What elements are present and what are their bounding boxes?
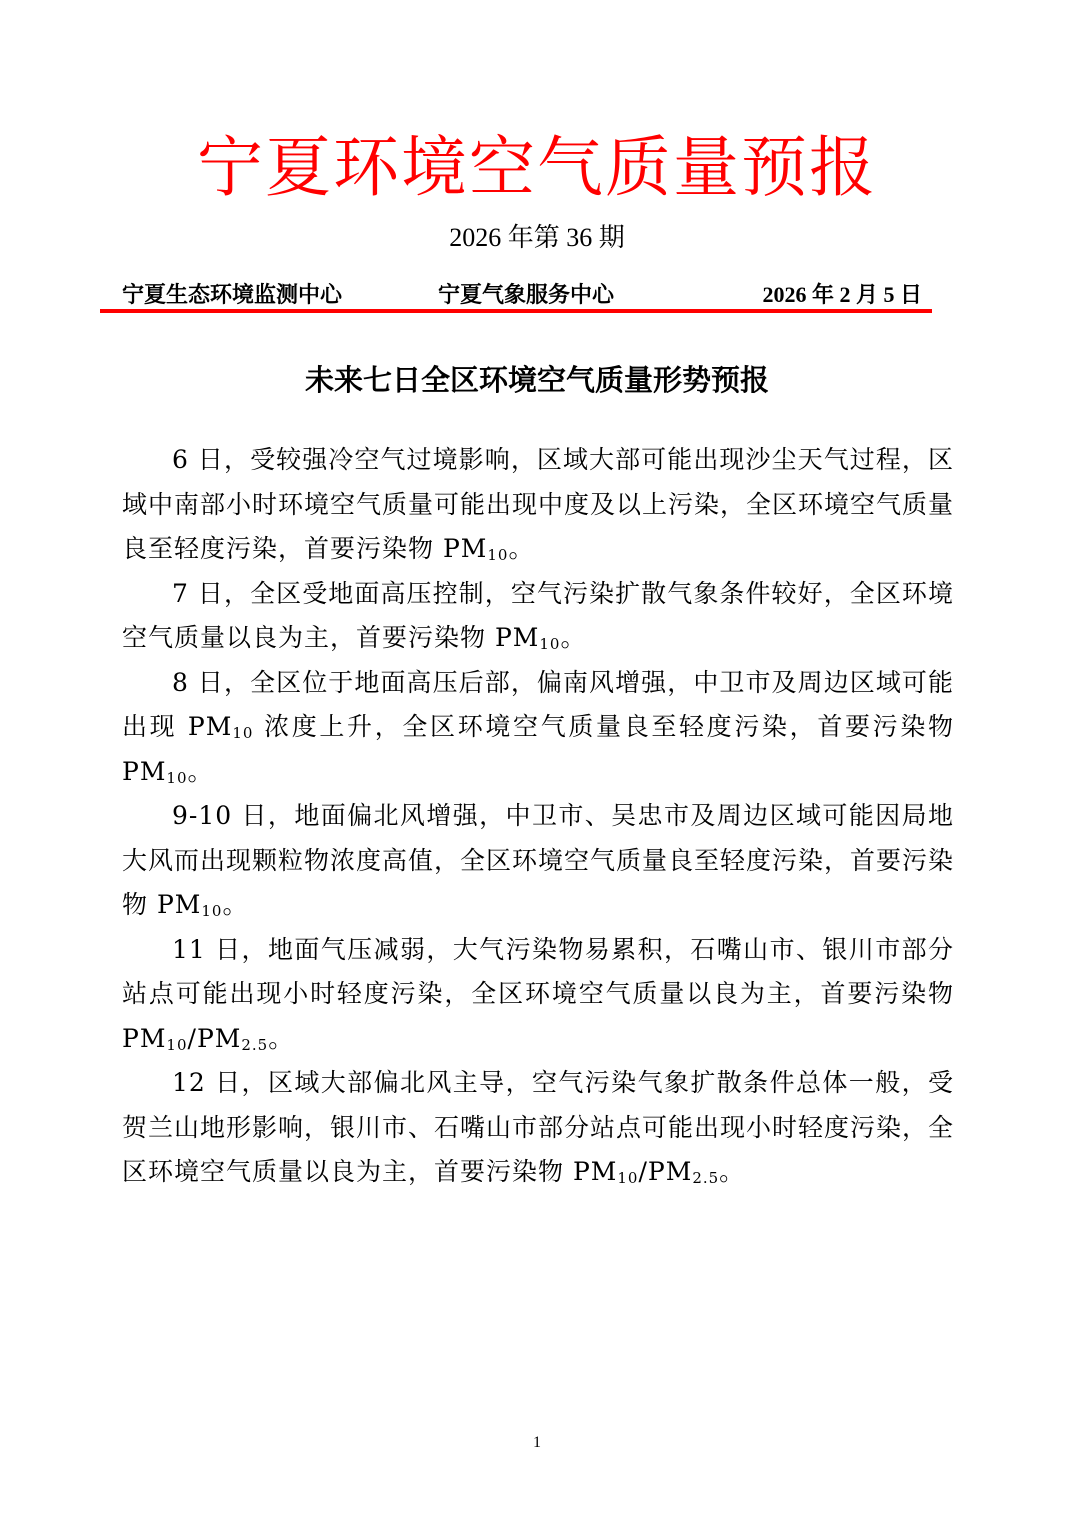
subscript: 2.5 <box>241 1035 269 1054</box>
subscript: 10 <box>166 1035 188 1054</box>
forecast-paragraph: 11 日，地面气压减弱，大气污染物易累积，石嘴山市、银川市部分站点可能出现小时轻度污染，全区环境空气质量以良为主，首要污染物 $PM_{10}/PM_{2.5}$。 <box>122 934 954 1054</box>
subscript: 10 <box>166 768 188 787</box>
forecast-paragraph: 7 日，全区受地面高压控制，空气污染扩散气象条件较好，全区环境空气质量以良为主，首要污染物 $PM_{10}$。 <box>122 578 954 653</box>
issue-date: 2026 年 2 月 5 日 <box>762 282 922 307</box>
subscript: 10 <box>617 1169 639 1187</box>
masthead-title: 宁夏环境空气质量预报 <box>197 129 877 206</box>
issuer-monitoring-center: 宁夏生态环境监测中心 <box>122 282 343 307</box>
subscript: 10 <box>539 635 561 653</box>
forecast-paragraph: 8 日，全区位于地面高压后部，偏南风增强，中卫市及周边区域可能出现 $PM_{10}$ 浓度上升，全区环境空气质量良至轻度污染，首要污染物 $PM_{10}$。 <box>122 667 954 787</box>
subscript: 2.5 <box>692 1169 720 1187</box>
forecast-body <box>122 438 954 1195</box>
subscript: 10 <box>232 724 254 742</box>
issuer-line <box>122 278 922 312</box>
subscript: 10 <box>487 546 509 564</box>
document-title: 未来七日全区环境空气质量形势预报 <box>304 363 769 397</box>
subscript: 10 <box>201 902 223 920</box>
forecast-paragraph: 9-10 日，地面偏北风增强，中卫市、吴忠市及周边区域可能因局地大风而出现颗粒物浓度高值，全区环境空气质量良至轻度污染，首要污染物 $PM_{10}$。 <box>122 801 955 920</box>
page-number: 1 <box>533 1434 541 1451</box>
issuer-meteorology-center: 宁夏气象服务中心 <box>438 282 615 307</box>
forecast-paragraph: 6 日，受较强冷空气过境影响，区域大部可能出现沙尘天气过程，区域中南部小时环境空气质量可能出现中度及以上污染，全区环境空气质量良至轻度污染，首要污染物 $PM_{10}$。 <box>122 445 955 564</box>
red-divider <box>100 309 932 313</box>
issue-number: 2026 年第 36 期 <box>449 223 625 252</box>
forecast-paragraph: 12 日，区域大部偏北风主导，空气污染气象扩散条件总体一般，受贺兰山地形影响，银川市、石嘴山市部分站点可能出现小时轻度污染，全区环境空气质量以良为主，首要污染物 $PM_{10}/PM_{2.5}$。 <box>122 1068 955 1187</box>
